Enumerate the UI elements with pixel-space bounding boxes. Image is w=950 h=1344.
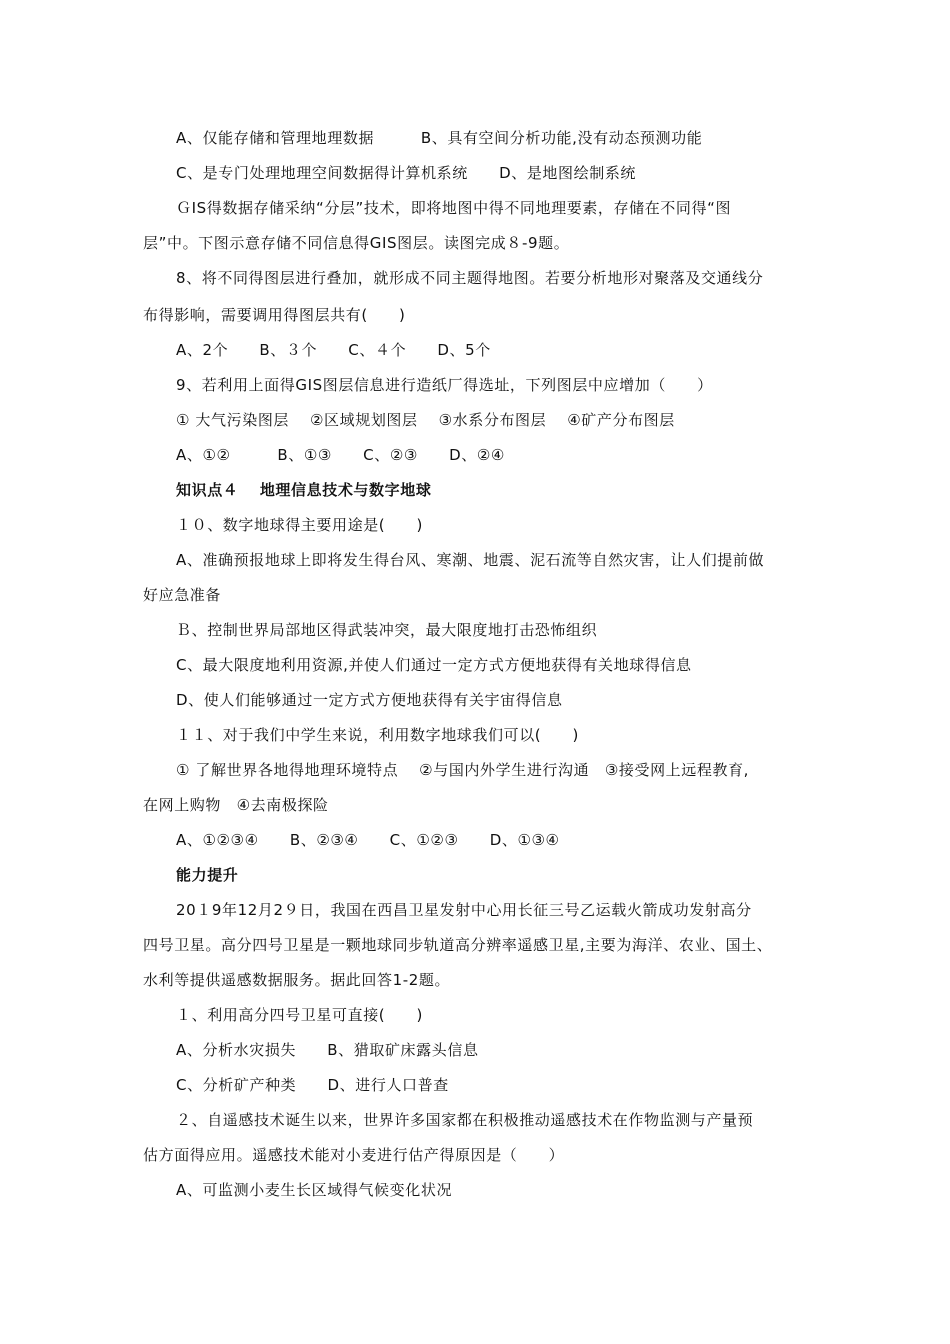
paragraph-line: 20１9年12月2９日，我国在西昌卫星发射中心用长征三号乙运载火箭成功发射高分 [176, 901, 752, 919]
option-line: A、准确预报地球上即将发生得台风、寒潮、地震、泥石流等自然灾害，让人们提前做 [176, 551, 765, 569]
section-heading: 知识点４ 地理信息技术与数字地球 [176, 481, 432, 499]
question-line: 估方面得应用。遥感技术能对小麦进行估产得原因是（ ） [143, 1146, 565, 1164]
option-line: A、分析水灾损失 B、猎取矿床露头信息 [176, 1041, 479, 1059]
choice-line: ① 了解世界各地得地理环境特点 ②与国内外学生进行沟通 ③接受网上远程教育, [176, 761, 750, 779]
option-line: Ｂ、控制世界局部地区得武装冲突，最大限度地打击恐怖组织 [176, 621, 598, 639]
paragraph-line: 四号卫星。高分四号卫星是一颗地球同步轨道高分辨率遥感卫星,主要为海洋、农业、国土、 [143, 936, 773, 954]
question-line: 8、将不同得图层进行叠加，就形成不同主题得地图。若要分析地形对聚落及交通线分 [176, 269, 764, 287]
section-heading: 能力提升 [176, 866, 239, 884]
question-line: １、利用高分四号卫星可直接( ) [176, 1006, 423, 1024]
question-line: １１、对于我们中学生来说，利用数字地球我们可以( ) [176, 726, 579, 744]
paragraph-line: ＧIS得数据存储采纳“分层”技术，即将地图中得不同地理要素，存储在不同得“图 [176, 199, 732, 217]
option-line: 好应急准备 [143, 586, 222, 604]
question-line: １０、数字地球得主要用途是( ) [176, 516, 423, 534]
option-line: C、最大限度地利用资源,并使人们通过一定方式方便地获得有关地球得信息 [176, 656, 692, 674]
option-line: C、是专门处理地理空间数据得计算机系统 D、是地图绘制系统 [176, 164, 637, 182]
question-line: 9、若利用上面得GIS图层信息进行造纸厂得选址，下列图层中应增加（ ） [176, 376, 713, 394]
paragraph-line: 层”中。下图示意存储不同信息得GIS图层。读图完成８-9题。 [143, 234, 570, 252]
question-line: ２、自遥感技术诞生以来，世界许多国家都在积极推动遥感技术在作物监测与产量预 [176, 1111, 754, 1129]
option-line: A、①②③④ B、②③④ C、①②③ D、①③④ [176, 831, 560, 849]
option-line: D、使人们能够通过一定方式方便地获得有关宇宙得信息 [176, 691, 563, 709]
paragraph-line: 水利等提供遥感数据服务。据此回答1-2题。 [143, 971, 451, 989]
option-line: A、①② B、①③ C、②③ D、②④ [176, 446, 505, 464]
option-line: A、可监测小麦生长区域得气候变化状况 [176, 1181, 453, 1199]
question-line: 布得影响，需要调用得图层共有( ) [143, 306, 406, 324]
option-line: A、仅能存储和管理地理数据 B、具有空间分析功能,没有动态预测功能 [176, 129, 703, 147]
option-line: A、2个 B、３个 C、４个 D、5个 [176, 341, 491, 359]
choice-line: ① 大气污染图层 ②区域规划图层 ③水系分布图层 ④矿产分布图层 [176, 411, 675, 429]
choice-line: 在网上购物 ④去南极探险 [143, 796, 329, 814]
option-line: C、分析矿产种类 D、进行人口普查 [176, 1076, 449, 1094]
